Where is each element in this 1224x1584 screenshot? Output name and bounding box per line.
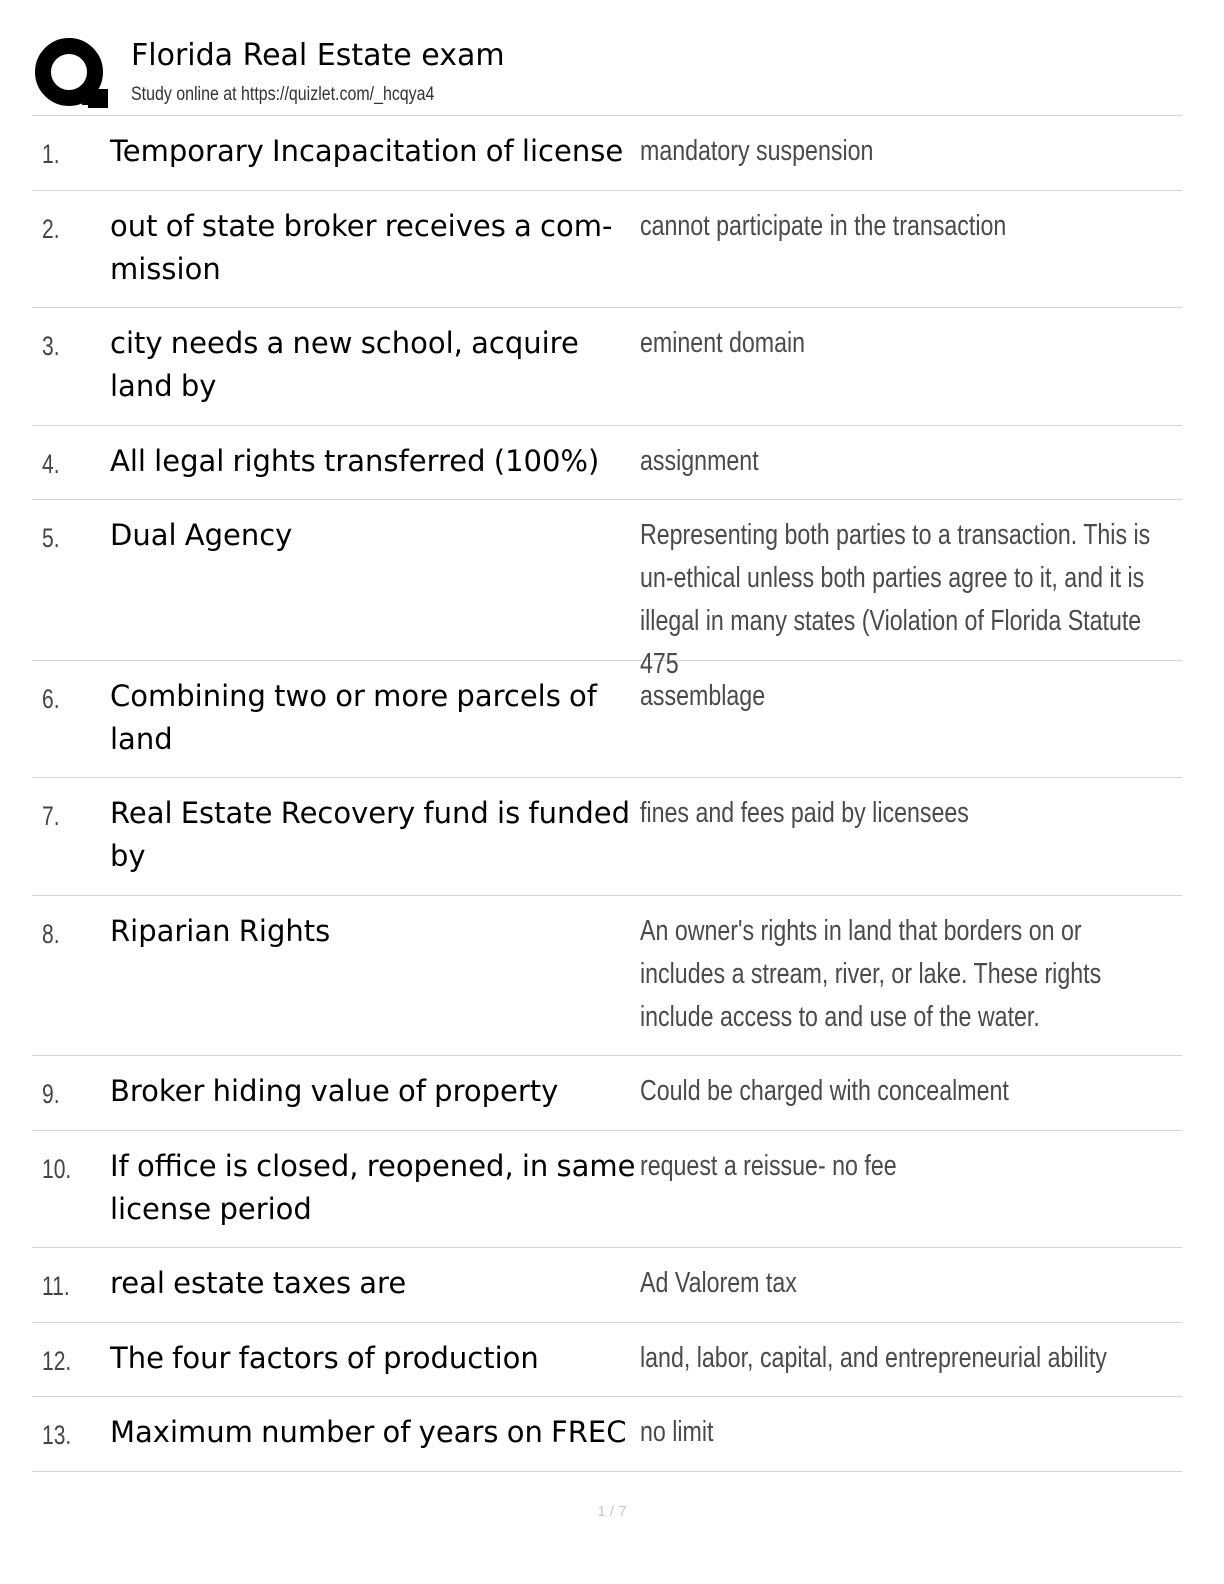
item-number: 5. [42, 523, 60, 553]
item-number: 11. [42, 1271, 70, 1301]
definition-text: Could be charged with concealment [640, 1075, 1009, 1107]
term-text: out of state broker receives a com-mission [110, 209, 613, 286]
list-item [32, 116, 1182, 191]
list-item [32, 500, 1182, 680]
flashcard-list [32, 115, 1182, 1472]
page-title: Florida Real Estate exam [131, 38, 505, 73]
definition-text: assemblage [640, 680, 766, 712]
definition-text: Representing both parties to a transaction. This is un-ethical unless both parties agree to it, and it is illegal in many states (Violation of Florida Statute 475 [640, 519, 1151, 680]
page-number: 1 / 7 [597, 1503, 627, 1520]
list-item [32, 1248, 1182, 1323]
definition-text: mandatory suspension [640, 135, 874, 167]
item-number: 13. [42, 1420, 72, 1450]
term-text: The four factors of production [110, 1341, 539, 1375]
list-item [32, 1056, 1182, 1131]
list-item [32, 308, 1182, 426]
definition-text: fines and fees paid by licensees [640, 797, 969, 829]
term-text: Broker hiding value of property [110, 1074, 559, 1108]
item-number: 12. [42, 1346, 72, 1376]
quizlet-logo-icon [32, 34, 112, 114]
item-number: 3. [42, 331, 60, 361]
term-text: Dual Agency [110, 518, 293, 552]
item-number: 9. [42, 1079, 60, 1109]
term-text: If office is closed, reopened, in same license period [110, 1149, 636, 1226]
list-item [32, 1131, 1182, 1248]
list-item [32, 661, 1182, 778]
definition-text: request a reissue- no fee [640, 1150, 897, 1182]
term-text: Combining two or more parcels of land [110, 679, 598, 756]
item-number: 8. [42, 919, 60, 949]
list-item [32, 1323, 1182, 1397]
term-text: real estate taxes are [110, 1266, 407, 1300]
definition-text: assignment [640, 445, 759, 477]
page-header [32, 30, 1182, 116]
list-item [32, 896, 1182, 1056]
list-item [32, 426, 1182, 500]
item-number: 10. [42, 1154, 72, 1184]
list-item [32, 191, 1182, 308]
term-text: Maximum number of years on FREC [110, 1415, 627, 1449]
definition-text: no limit [640, 1416, 714, 1448]
item-number: 1. [42, 139, 60, 169]
list-item [32, 778, 1182, 896]
item-number: 2. [42, 214, 60, 244]
definition-text: land, labor, capital, and entrepreneurial ability [640, 1342, 1107, 1374]
term-text: Temporary Incapacitation of license [110, 134, 624, 168]
term-text: Real Estate Recovery fund is funded by [110, 796, 631, 873]
term-text: All legal rights transferred (100%) [110, 444, 600, 478]
item-number: 6. [42, 684, 60, 714]
definition-text: eminent domain [640, 327, 806, 359]
list-item [32, 1397, 1182, 1472]
item-number: 4. [42, 449, 60, 479]
definition-text: cannot participate in the transaction [640, 210, 1007, 242]
term-text: Riparian Rights [110, 914, 331, 948]
item-number: 7. [42, 801, 60, 831]
study-link[interactable]: Study online at https://quizlet.com/_hcqya4 [131, 84, 435, 105]
definition-text: An owner's rights in land that borders on or includes a stream, river, or lake. These rights include access to and use of the water. [640, 915, 1102, 1033]
term-text: city needs a new school, acquire land by [110, 326, 579, 403]
definition-text: Ad Valorem tax [640, 1267, 797, 1299]
